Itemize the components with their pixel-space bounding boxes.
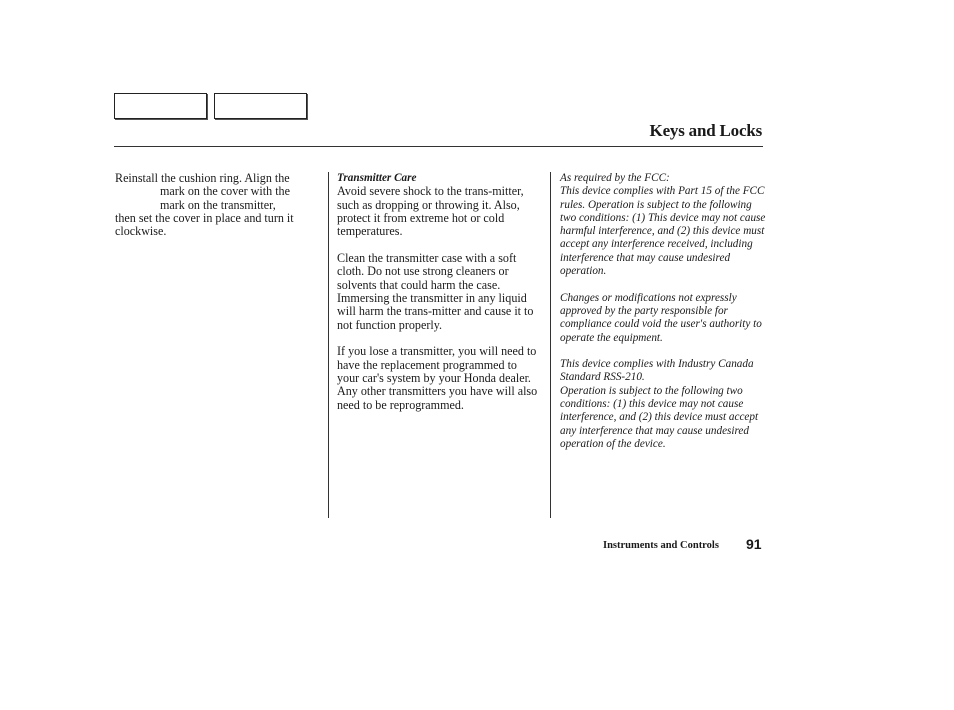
canada-text: Operation is subject to the following two conditions: (1) this device may not cause interference, and (2) this device must accept any interference that may cause undesired operation of the device.	[560, 384, 759, 450]
care-paragraph-1: Avoid severe shock to the trans-mitter, such as dropping or throwing it. Also, protect it from extreme hot or cold temperatures.	[337, 184, 524, 239]
install-line-2: mark on the cover with the	[160, 184, 290, 199]
column-divider-1	[328, 172, 329, 518]
install-instructions	[115, 172, 322, 239]
header-rule	[114, 146, 763, 147]
section-title-transmitter-care: Transmitter Care	[337, 172, 417, 184]
install-line-4: then set the cover in place and turn it clockwise.	[115, 211, 294, 239]
install-line-1: Reinstall the cushion ring. Align the	[115, 171, 290, 185]
page-number: 91	[746, 536, 762, 552]
column-divider-2	[550, 172, 551, 518]
page-title: Keys and Locks	[649, 121, 762, 140]
column-transmitter-care	[337, 172, 542, 412]
nav-next-button[interactable]	[214, 93, 307, 119]
fcc-intro: As required by the FCC:	[560, 172, 670, 184]
install-line-3: mark on the transmitter,	[160, 197, 276, 212]
nav-previous-button[interactable]	[114, 93, 207, 119]
footer-section-label: Instruments and Controls	[603, 540, 719, 551]
fcc-text: This device complies with Part 15 of the FCC rules. Operation is subject to the following two conditions: (1) This device may not cause harmful interference, and (2) this device must accept any interference received, including interference that may cause undesired operation.	[560, 185, 766, 278]
care-paragraph-2: Clean the transmitter case with a soft cloth. Do not use strong cleaners or solvents that could harm the case. Immersing the transmitter in any liquid will harm the trans-mitter and cause it to not function properly.	[337, 251, 534, 332]
care-paragraph-3: If you lose a transmitter, you will need to have the replacement programmed to your car's system by your Honda dealer. Any other transmitters you have will also need to be reprogrammed.	[337, 344, 538, 412]
column-regulatory	[560, 172, 766, 451]
changes-text: Changes or modifications not expressly approved by the party responsible for compliance could void the user's authority to operate the equipment.	[560, 291, 762, 344]
canada-compliance-line: This device complies with Industry Canada Standard RSS-210.	[560, 358, 754, 384]
column-install	[115, 172, 322, 239]
